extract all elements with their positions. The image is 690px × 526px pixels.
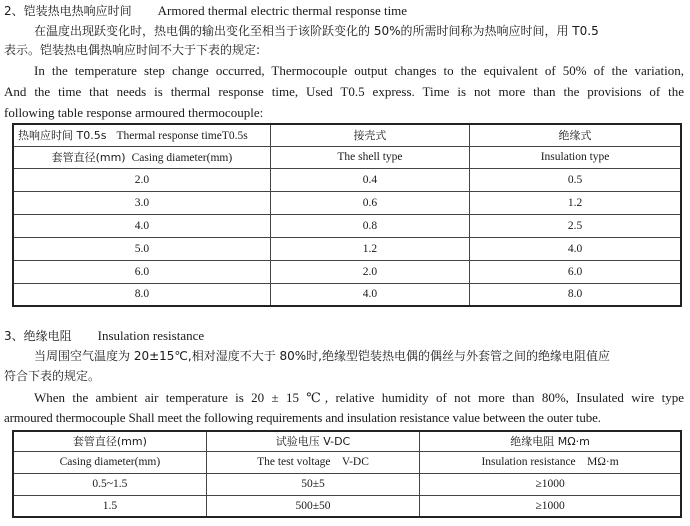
- section3-heading: [4, 327, 204, 345]
- section2-para-en-2: And the time that needs is thermal response time, Used T0.5 express. Time is not more than the provisions of the: [4, 84, 684, 99]
- section2-para-cn-1: 在温度出现跃变化时，热电偶的输出变化至相当于该阶跃变化的 50%的所需时间称为热响应时间，用 T0.5: [34, 24, 599, 38]
- section3-heading-cn: 3、绝缘电阻: [4, 329, 72, 343]
- section2-heading-cn: 2、铠装热电热响应时间: [4, 4, 132, 18]
- test-voltage-header-cn: 试验电压 V-DC: [206, 431, 419, 451]
- insulation-type-cell: 8.0: [470, 283, 681, 306]
- insulation-resistance-cell: ≥1000: [420, 473, 681, 495]
- diameter-cell: 0.5~1.5: [13, 473, 206, 495]
- insulation-type-cell: 2.5: [470, 214, 681, 237]
- insulation-resistance-cell: ≥1000: [420, 495, 681, 517]
- shell-type-header-en: The shell type: [270, 146, 469, 168]
- diameter-cell: 8.0: [13, 283, 270, 306]
- casing-diameter-header-en: Casing diameter(mm): [131, 152, 233, 164]
- table-row: [13, 473, 681, 495]
- response-time-header-cn: 热响应时间 T0.5s: [18, 129, 107, 143]
- diameter-cell: 1.5: [13, 495, 206, 517]
- response-time-header-en: Thermal response timeT0.5s: [116, 130, 248, 143]
- insulation-resistance-table: [12, 430, 682, 518]
- shell-type-cell: 2.0: [270, 260, 469, 283]
- section2-para-en-1: In the temperature step change occurred, Thermocouple output changes to the equivalent of 50% of the variation,: [34, 63, 684, 78]
- section3-para-cn-1: 当周围空气温度为 20±15℃,相对湿度不大于 80%时,绝缘型铠装热电偶的偶丝与外套管之间的绝缘电阻值应: [34, 349, 611, 363]
- table-row: [13, 191, 681, 214]
- insulation-type-header-en: Insulation type: [470, 146, 681, 168]
- test-voltage-cell: 500±50: [206, 495, 419, 517]
- section2-heading: [4, 2, 407, 20]
- insulation-type-cell: 1.2: [470, 191, 681, 214]
- table-row: [13, 495, 681, 517]
- section3-heading-en: Insulation resistance: [97, 328, 205, 343]
- shell-type-header-cn: 接壳式: [270, 124, 469, 146]
- shell-type-cell: 0.4: [270, 168, 469, 191]
- section2-heading-en: Armored thermal electric thermal response time: [157, 3, 408, 18]
- response-time-header: [13, 124, 270, 146]
- diameter-cell: 6.0: [13, 260, 270, 283]
- table-row: [13, 168, 681, 191]
- test-voltage-cell: 50±5: [206, 473, 419, 495]
- section3-para-en-2: armoured thermocouple Shall meet the following requirements and insulation resistance value between the outer tube.: [4, 410, 601, 425]
- diameter-cell: 5.0: [13, 237, 270, 260]
- test-voltage-header-en: The test voltage V-DC: [206, 451, 419, 473]
- insulation-type-cell: 4.0: [470, 237, 681, 260]
- table-row: [13, 283, 681, 306]
- insulation-resistance-header-cn: 绝缘电阻 MΩ·m: [420, 431, 681, 451]
- shell-type-cell: 0.6: [270, 191, 469, 214]
- diameter-cell: 2.0: [13, 168, 270, 191]
- diameter-cell: 3.0: [13, 191, 270, 214]
- casing-diameter-header: [13, 146, 270, 168]
- shell-type-cell: 0.8: [270, 214, 469, 237]
- casing-diameter-header-cn: 套管直径(mm): [51, 151, 126, 164]
- insulation-type-header-cn: 绝缘式: [470, 124, 681, 146]
- diameter-cell: 4.0: [13, 214, 270, 237]
- section2-para-en-3: following table response armoured thermocouple:: [4, 105, 264, 120]
- insulation-type-cell: 0.5: [470, 168, 681, 191]
- table-row: [13, 260, 681, 283]
- casing-diameter-header-en: Casing diameter(mm): [13, 451, 206, 473]
- response-time-table: [12, 123, 682, 307]
- insulation-type-cell: 6.0: [470, 260, 681, 283]
- shell-type-cell: 1.2: [270, 237, 469, 260]
- section2-para-cn-2: 表示。铠装热电偶热响应时间不大于下表的规定:: [4, 43, 261, 57]
- table-row: [13, 214, 681, 237]
- table-row: [13, 237, 681, 260]
- section3-para-en-1: When the ambient air temperature is 20 ± 15 ℃, relative humidity of not more than 80%, Insulated wire type: [34, 390, 684, 405]
- casing-diameter-header-cn: 套管直径(mm): [13, 431, 206, 451]
- shell-type-cell: 4.0: [270, 283, 469, 306]
- section3-para-cn-2: 符合下表的规定。: [4, 369, 101, 383]
- insulation-resistance-header-en: Insulation resistance MΩ·m: [420, 451, 681, 473]
